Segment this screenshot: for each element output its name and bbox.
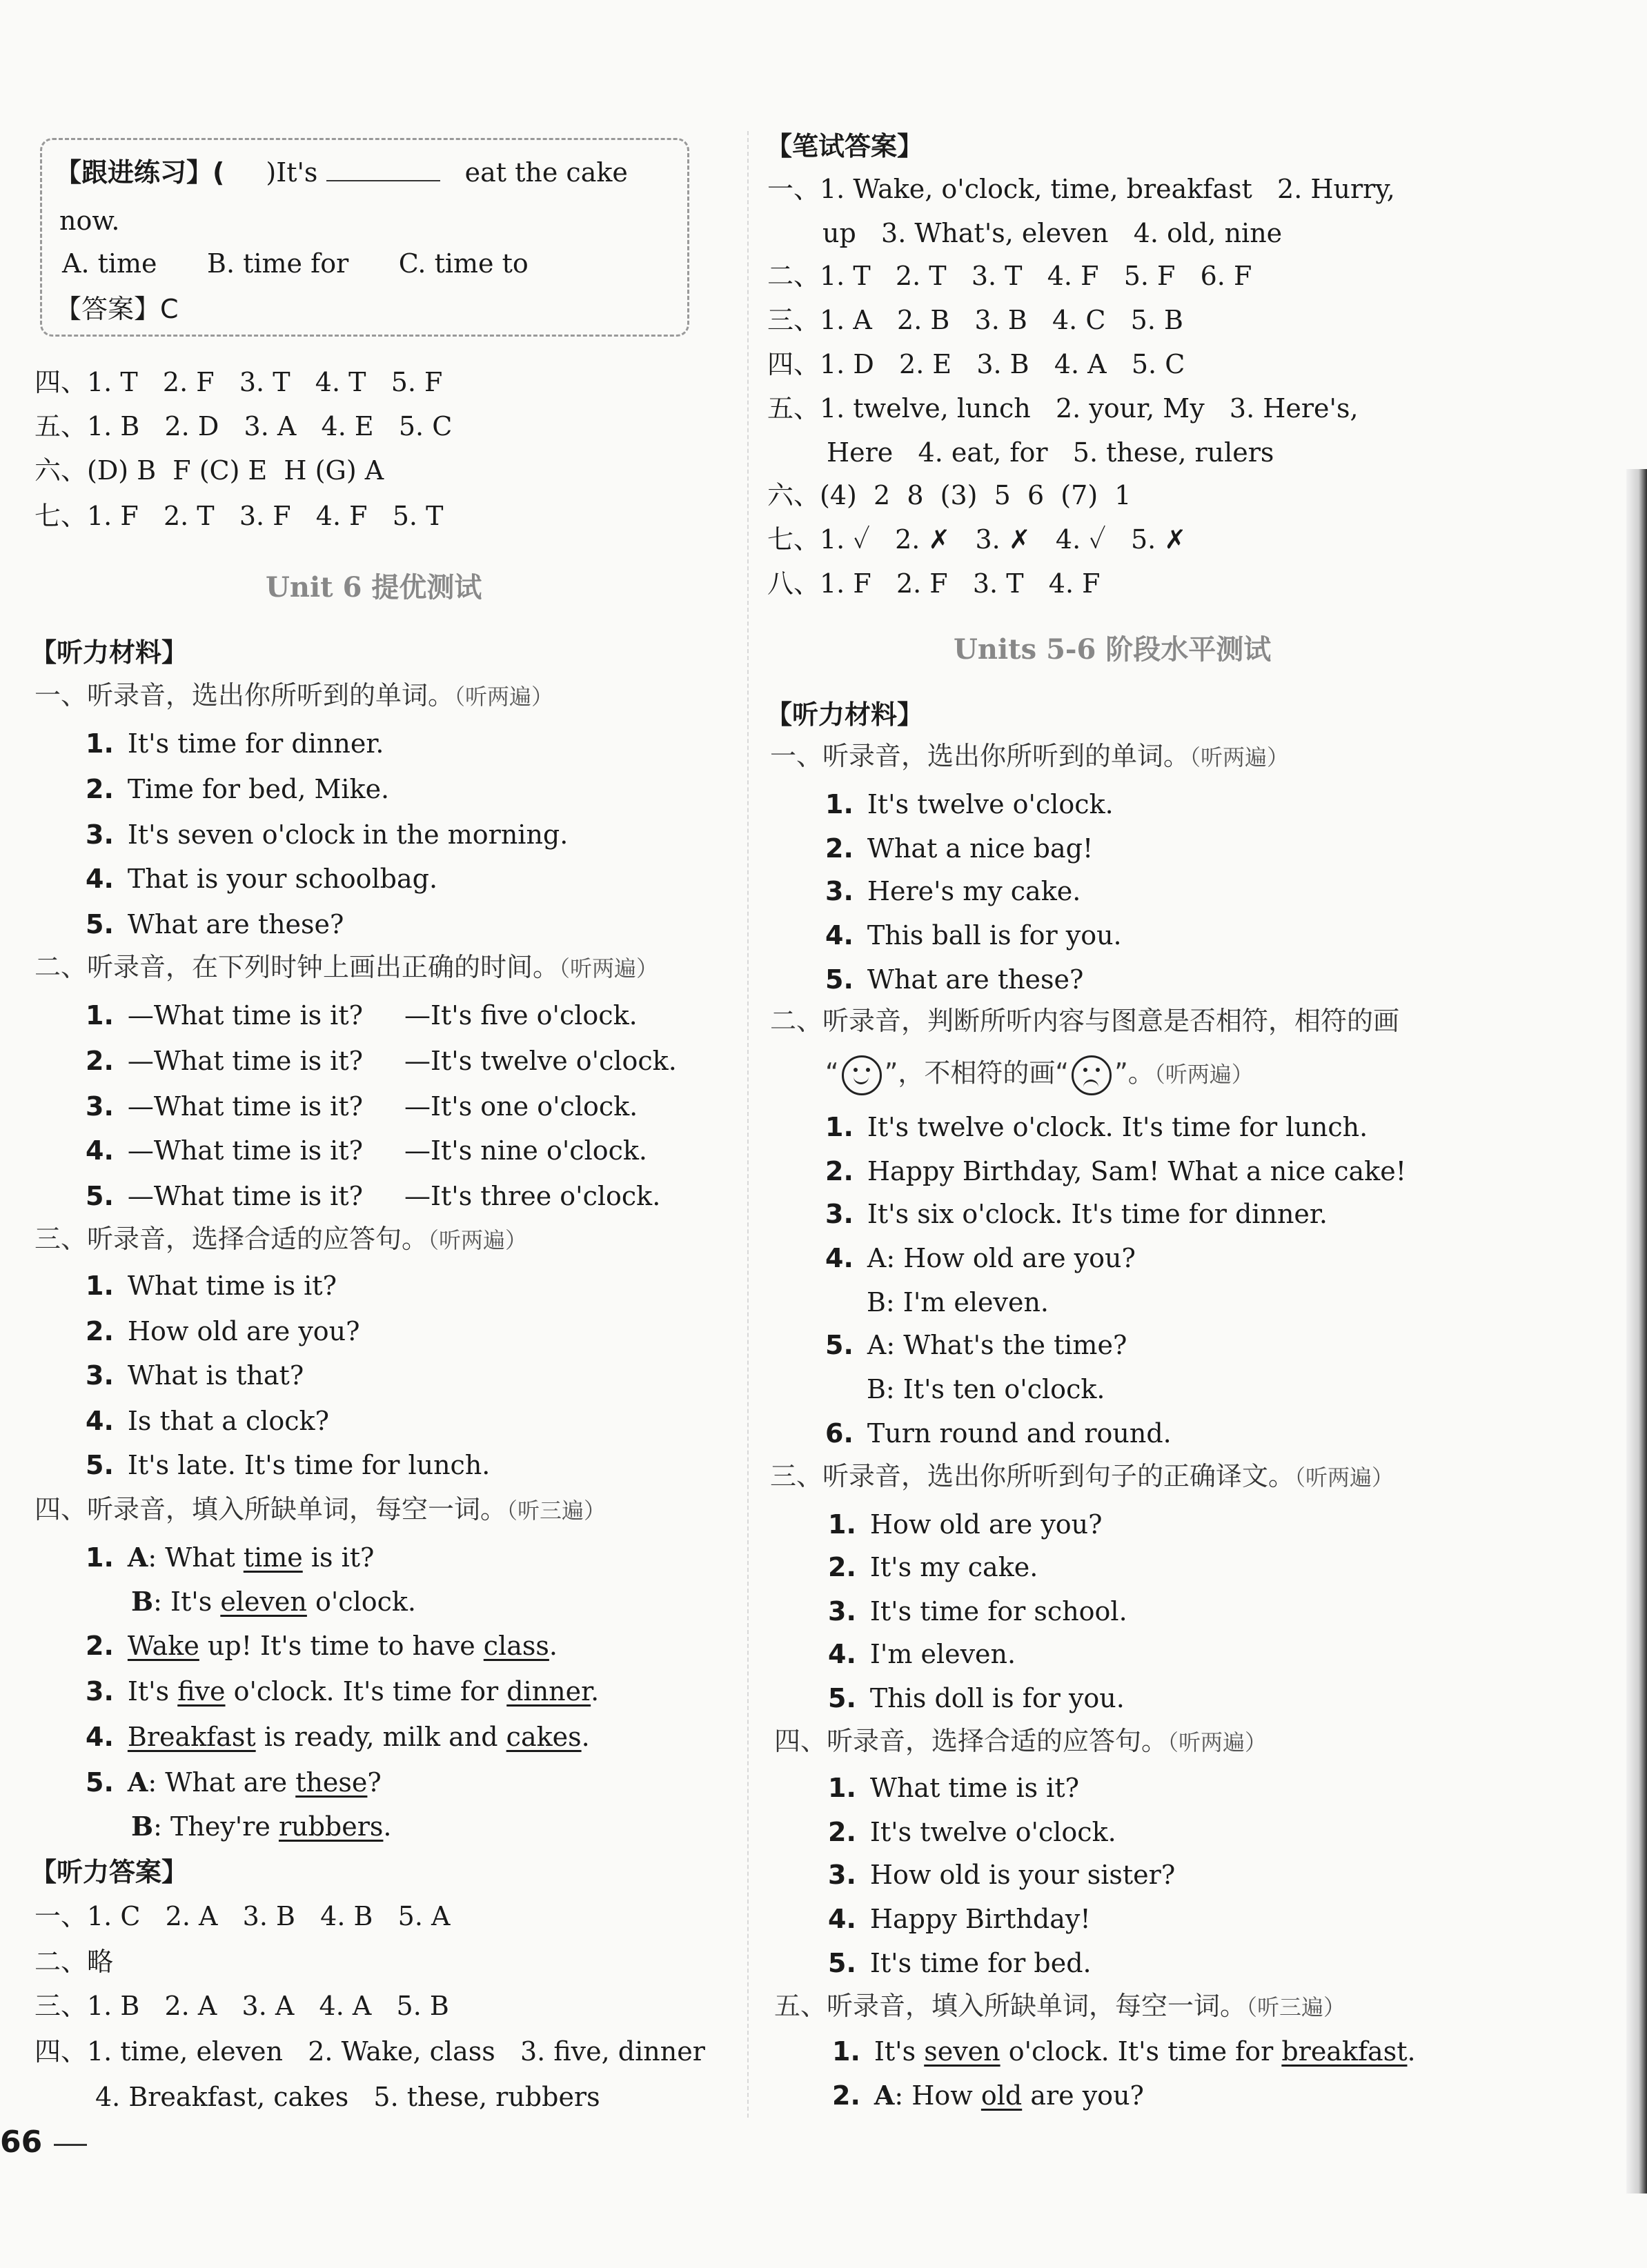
written-answer-row: 三、1. A 2. B 3. B 4. C 5. B bbox=[767, 305, 1183, 335]
right-s5-item-1: 1. It's seven o'clock. It's time for breakfast. bbox=[832, 2036, 1416, 2067]
listening-material-heading-right: 【听力材料】 bbox=[766, 699, 924, 730]
written-answer-row: 六、(4) 2 8 (3) 5 6 (7) 1 bbox=[767, 480, 1132, 510]
right-s3-item: 2. It's my cake. bbox=[828, 1552, 1038, 1582]
follow-up-options: A. time B. time for C. time to bbox=[62, 248, 529, 279]
right-s3-item: 4. I'm eleven. bbox=[828, 1639, 1016, 1669]
page-number-rule bbox=[54, 2144, 87, 2146]
right-s4-item: 3. How old is your sister? bbox=[828, 1860, 1176, 1890]
listening-answer-row: 一、1. C 2. A 3. B 4. B 5. A bbox=[34, 1901, 451, 1931]
left-section-2-heading: 二、听录音，在下列时钟上画出正确的时间。（听两遍） bbox=[34, 952, 659, 982]
right-s3-item: 3. It's time for school. bbox=[828, 1596, 1127, 1627]
listening-answer-row: 4. Breakfast, cakes 5. these, rubbers bbox=[95, 2082, 600, 2112]
written-answer-row: 二、1. T 2. T 3. T 4. F 5. F 6. F bbox=[767, 261, 1252, 291]
left-s3-item: 3. What is that? bbox=[86, 1360, 304, 1391]
smiley-face-icon bbox=[842, 1055, 882, 1095]
left-s2-item: 5. —What time is it? —It's three o'clock. bbox=[86, 1181, 661, 1211]
left-s3-item: 1. What time is it? bbox=[86, 1271, 337, 1301]
left-section-4-heading: 四、听录音，填入所缺单词，每空一词。（听三遍） bbox=[34, 1494, 606, 1524]
listening-answer-heading: 【听力答案】 bbox=[30, 1857, 188, 1887]
page-number: 66 bbox=[0, 2125, 43, 2160]
right-section-2-heading-line-2: “ ”，不相符的画“ ”。（听两遍） bbox=[825, 1055, 1254, 1095]
right-s1-item: 3. Here's my cake. bbox=[825, 876, 1081, 906]
listening-answer-row: 四、1. time, eleven 2. Wake, class 3. five, dinner bbox=[34, 2036, 705, 2067]
right-s2-item: 2. Happy Birthday, Sam! What a nice cake! bbox=[825, 1156, 1406, 1186]
right-section-3-heading: 三、听录音，选出你所听到句子的正确译文。（听两遍） bbox=[770, 1461, 1394, 1491]
left-s1-item: 2. Time for bed, Mike. bbox=[86, 774, 390, 804]
right-s2-item: 6. Turn round and round. bbox=[825, 1418, 1172, 1449]
right-s2-item: B: It's ten o'clock. bbox=[867, 1374, 1105, 1404]
right-s2-item: 3. It's six o'clock. It's time for dinner. bbox=[825, 1199, 1328, 1229]
left-s1-item: 1. It's time for dinner. bbox=[86, 728, 384, 759]
right-s1-item: 4. This ball is for you. bbox=[825, 920, 1122, 951]
right-s4-item: 4. Happy Birthday! bbox=[828, 1904, 1091, 1934]
answer-blank bbox=[326, 159, 440, 181]
left-s2-item: 1. —What time is it? —It's five o'clock. bbox=[86, 1000, 638, 1031]
right-s2-item: 4. A: How old are you? bbox=[825, 1243, 1136, 1273]
left-section-3-heading: 三、听录音，选择合适的应答句。（听两遍） bbox=[34, 1224, 528, 1254]
right-s2-item: B: I'm eleven. bbox=[867, 1287, 1049, 1317]
left-s1-item: 5. What are these? bbox=[86, 909, 344, 939]
left-s1-item: 4. That is your schoolbag. bbox=[86, 864, 438, 894]
listening-answer-row: 二、略 bbox=[34, 1947, 114, 1977]
right-s1-item: 2. What a nice bag! bbox=[825, 833, 1094, 864]
written-answer-row: 一、1. Wake, o'clock, time, breakfast 2. Hurry, bbox=[767, 174, 1395, 204]
left-s3-item: 5. It's late. It's time for lunch. bbox=[86, 1450, 491, 1480]
answer-row-4: 四、1. T 2. F 3. T 4. T 5. F bbox=[34, 367, 443, 397]
listening-answer-row: 三、1. B 2. A 3. A 4. A 5. B bbox=[34, 1991, 449, 2021]
listening-material-heading: 【听力材料】 bbox=[30, 637, 188, 668]
left-s4-item-1b: B: It's eleven o'clock. bbox=[131, 1586, 416, 1617]
left-s4-item-4: 4. Breakfast is ready, milk and cakes. bbox=[86, 1722, 590, 1752]
right-s5-item-2: 2. A: How old are you? bbox=[832, 2080, 1144, 2111]
right-s2-item: 1. It's twelve o'clock. It's time for lunch. bbox=[825, 1112, 1368, 1142]
right-s1-item: 1. It's twelve o'clock. bbox=[825, 789, 1114, 819]
left-s4-item-5a: 5. A: What are these? bbox=[86, 1767, 382, 1798]
right-s3-item: 1. How old are you? bbox=[828, 1509, 1103, 1540]
column-divider bbox=[747, 131, 749, 2118]
follow-up-line-2: now. bbox=[59, 206, 120, 236]
left-s4-item-3: 3. It's five o'clock. It's time for dinner. bbox=[86, 1676, 600, 1707]
answer-row-7: 七、1. F 2. T 3. F 4. F 5. T bbox=[34, 501, 444, 531]
right-s4-item: 5. It's time for bed. bbox=[828, 1948, 1092, 1978]
left-s2-item: 4. —What time is it? —It's nine o'clock. bbox=[86, 1135, 647, 1166]
right-section-4-heading: 四、听录音，选择合适的应答句。（听两遍） bbox=[774, 1726, 1268, 1756]
left-s2-item: 3. —What time is it? —It's one o'clock. bbox=[86, 1091, 638, 1122]
right-s3-item: 5. This doll is for you. bbox=[828, 1683, 1125, 1713]
left-s3-item: 2. How old are you? bbox=[86, 1316, 360, 1346]
units56-title: Units 5-6 阶段水平测试 bbox=[954, 633, 1272, 666]
unit6-title: Unit 6 提优测试 bbox=[266, 571, 482, 604]
written-answer-row: 八、1. F 2. F 3. T 4. F bbox=[767, 568, 1101, 599]
right-section-1-heading: 一、听录音，选出你所听到的单词。（听两遍） bbox=[770, 741, 1290, 771]
answer-row-5: 五、1. B 2. D 3. A 4. E 5. C bbox=[34, 411, 453, 441]
left-s4-item-2: 2. Wake up! It's time to have class. bbox=[86, 1631, 558, 1661]
right-s2-item: 5. A: What's the time? bbox=[825, 1330, 1127, 1360]
left-s4-item-1a: 1. A: What time is it? bbox=[86, 1542, 375, 1573]
right-s4-item: 1. What time is it? bbox=[828, 1773, 1079, 1803]
right-section-2-heading: 二、听录音，判断所听内容与图意是否相符，相符的画 bbox=[770, 1006, 1400, 1036]
written-answer-row: 七、1. ✓ 2. ✗ 3. ✗ 4. ✓ 5. ✗ bbox=[767, 524, 1187, 555]
page-edge-shadow bbox=[1626, 469, 1647, 2194]
left-s2-item: 2. —What time is it? —It's twelve o'clock. bbox=[86, 1046, 677, 1076]
right-s1-item: 5. What are these? bbox=[825, 964, 1084, 995]
written-answer-row: 四、1. D 2. E 3. B 4. A 5. C bbox=[767, 349, 1185, 379]
written-answer-heading: 【笔试答案】 bbox=[766, 131, 924, 161]
right-s4-item: 2. It's twelve o'clock. bbox=[828, 1817, 1116, 1847]
follow-up-answer: 【答案】C bbox=[55, 294, 179, 324]
sad-face-icon bbox=[1072, 1055, 1112, 1095]
written-answer-row: up 3. What's, eleven 4. old, nine bbox=[822, 218, 1283, 248]
follow-up-line-1: 【跟进练习】( )It's eat the cake bbox=[55, 157, 628, 188]
answer-row-6: 六、(D) B F (C) E H (G) A bbox=[34, 455, 384, 486]
left-s4-item-5b: B: They're rubbers. bbox=[131, 1811, 392, 1842]
left-s3-item: 4. Is that a clock? bbox=[86, 1406, 329, 1436]
written-answer-row: Here 4. eat, for 5. these, rulers bbox=[827, 437, 1274, 468]
right-section-5-heading: 五、听录音，填入所缺单词，每空一词。（听三遍） bbox=[774, 1991, 1346, 2021]
left-s1-item: 3. It's seven o'clock in the morning. bbox=[86, 819, 569, 850]
written-answer-row: 五、1. twelve, lunch 2. your, My 3. Here's, bbox=[767, 393, 1359, 424]
left-section-1-heading: 一、听录音，选出你所听到的单词。（听两遍） bbox=[34, 680, 554, 710]
